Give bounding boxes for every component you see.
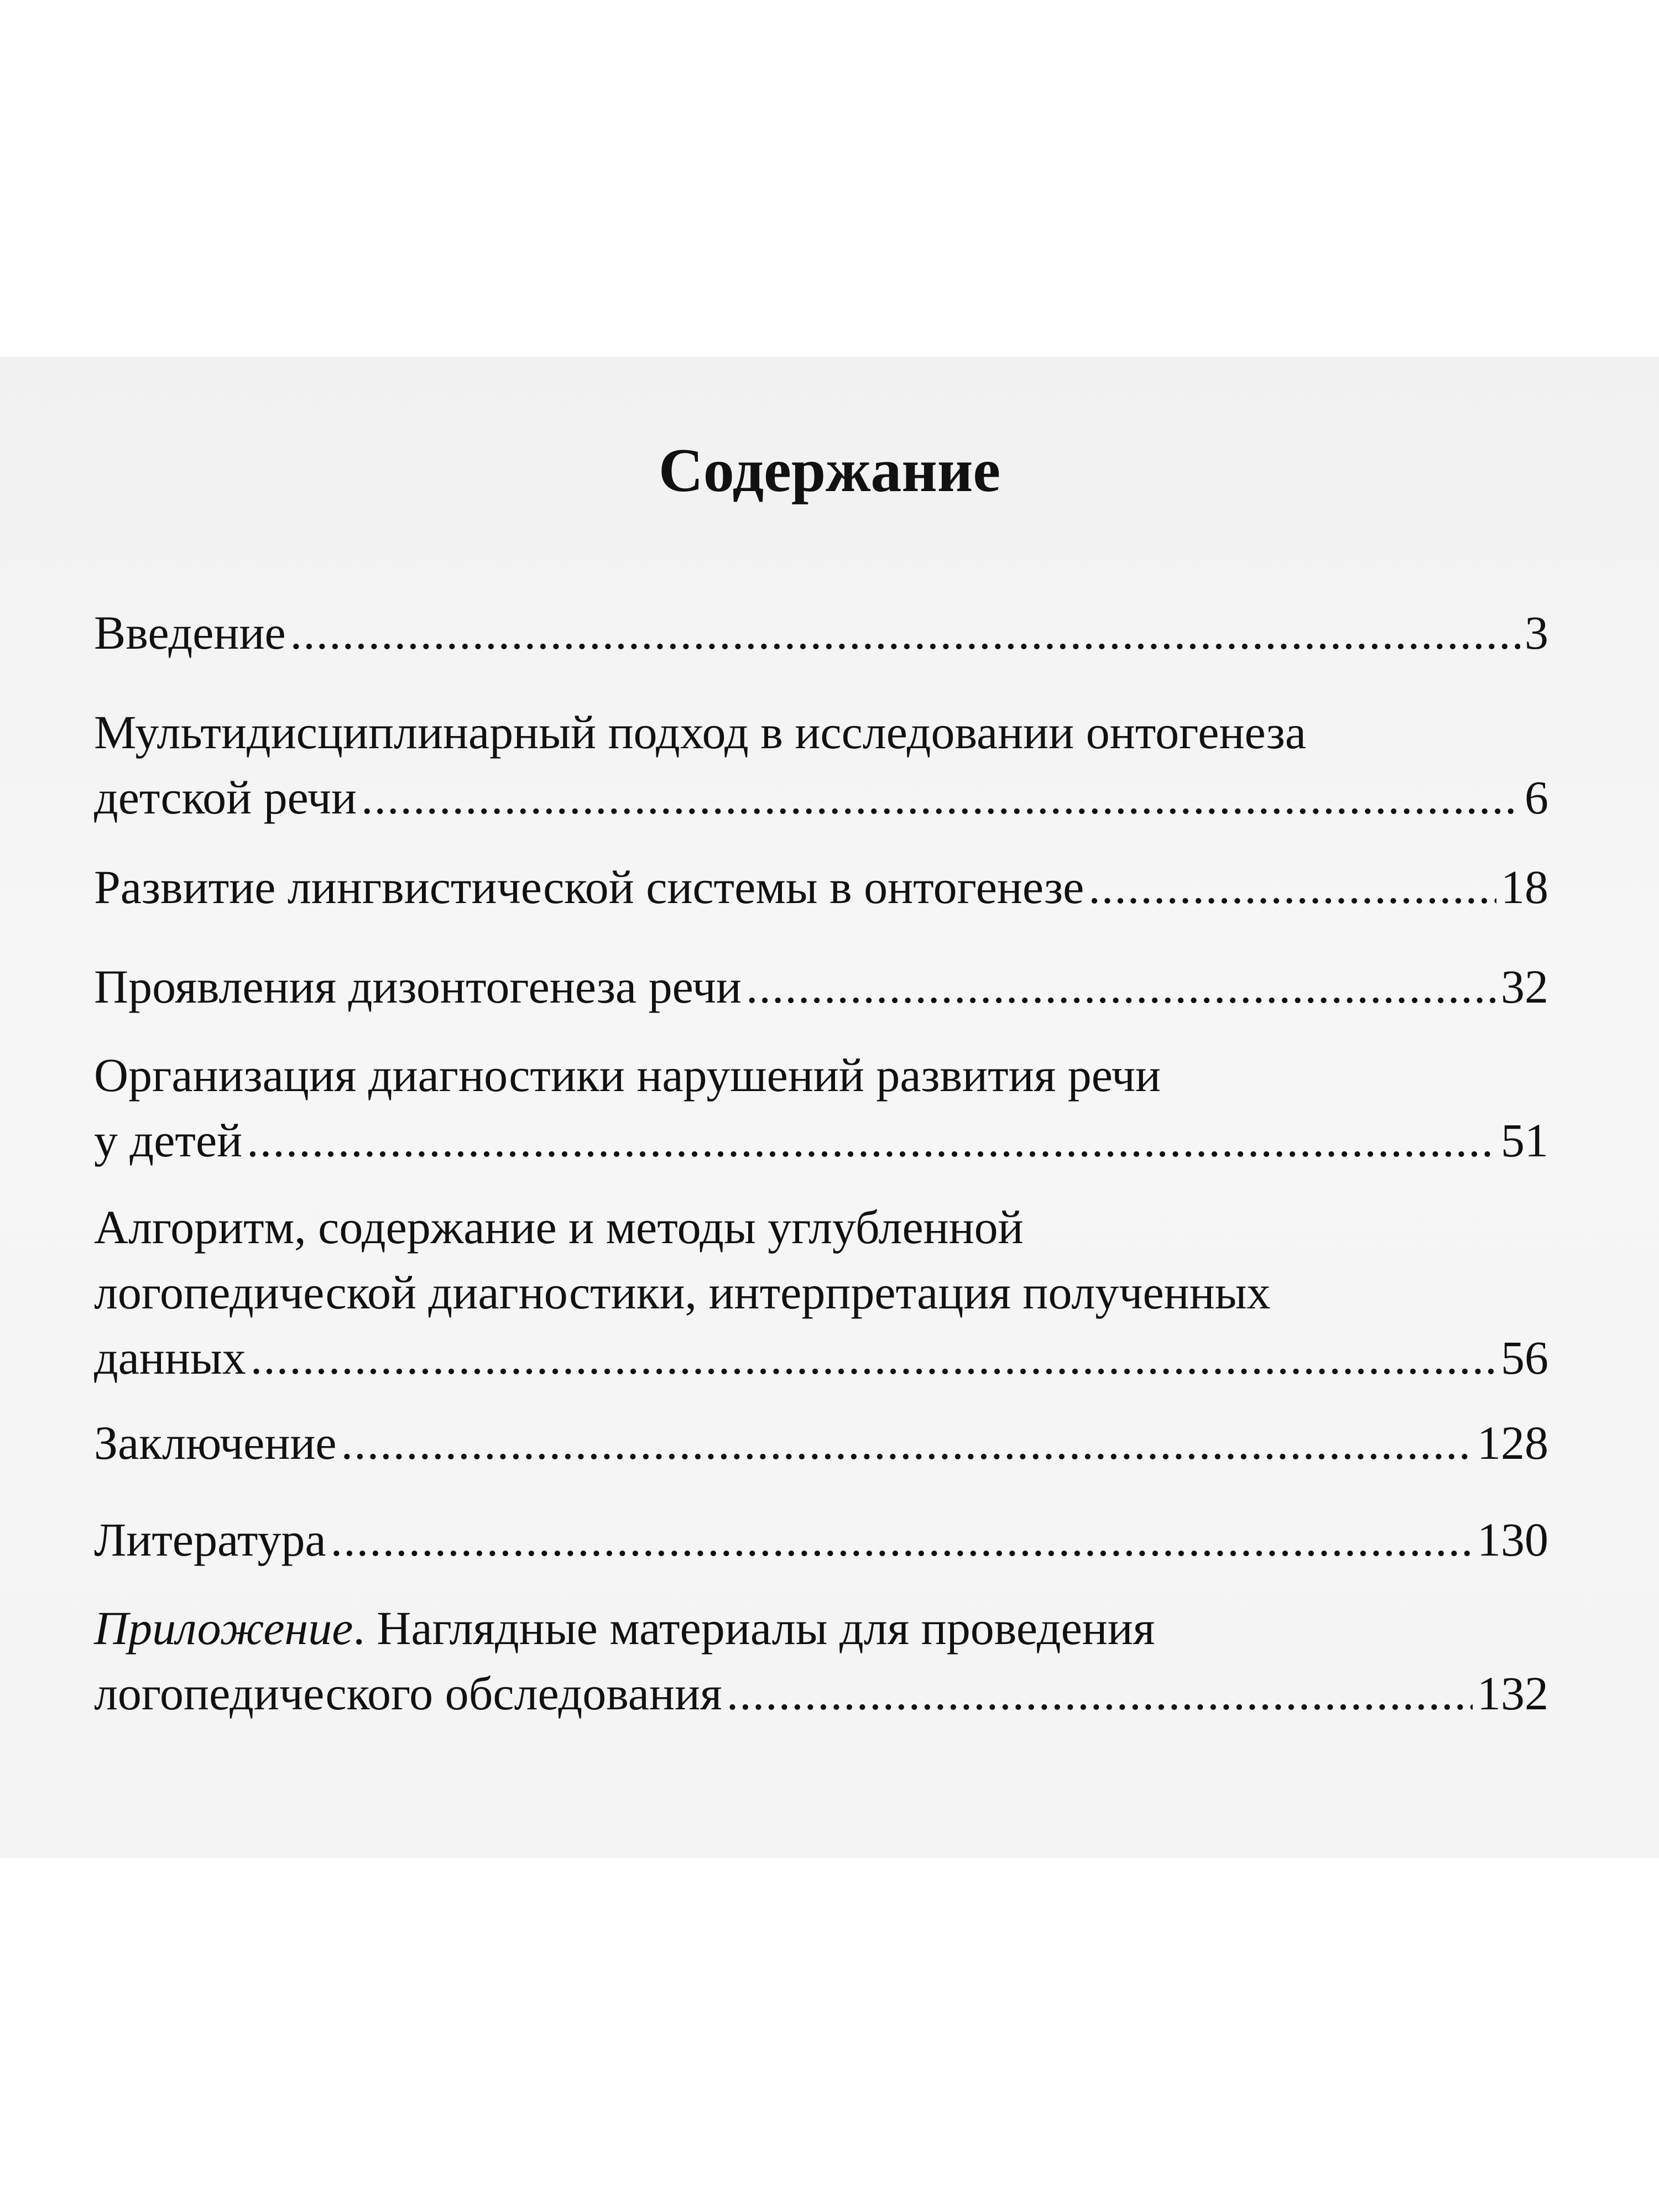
toc-page-number: 32 [1501,960,1548,1013]
toc-entry-title-line: логопедической диагностики, интерпретация полученных [94,1266,1271,1319]
dot-leader [247,1108,1496,1173]
book-page [0,357,1659,1858]
toc-entry-literature [94,1507,1548,1572]
toc-entry-title-line: Алгоритм, содержание и методы углубленной [94,1201,1024,1254]
dot-leader [251,1325,1496,1390]
dot-leader [341,1410,1473,1475]
toc-entry-title-line: Организация диагностики нарушений развития речи [94,1048,1161,1102]
toc-entry-dysontogenesis [94,954,1548,1019]
dot-leader [331,1507,1473,1572]
toc-page-number: 132 [1477,1667,1548,1720]
toc-page-number: 18 [1501,860,1548,914]
toc-page-number: 3 [1525,606,1548,659]
toc-page-number: 51 [1501,1114,1548,1167]
page-title: Содержание [658,436,1001,505]
dot-leader [361,765,1520,830]
toc-entry-title: данных [94,1331,246,1384]
toc-entry-title-line: Мультидисциплинарный подход в исследовании онтогенеза [94,706,1306,759]
toc-entry-appendix [94,1595,1548,1726]
toc-entry-title: логопедического обследования [94,1667,722,1720]
appendix-description: . Наглядные материалы для проведения [353,1601,1155,1655]
toc-entry-diagnostics-organization [94,1042,1548,1173]
appendix-label: Приложение [94,1601,353,1655]
toc-entry-multidisciplinary [94,700,1548,830]
toc-page-number: 130 [1477,1513,1548,1566]
toc-entry-title: Введение [94,606,286,659]
toc-entry-conclusion [94,1410,1548,1475]
toc-entry-title: Литература [94,1513,326,1566]
dot-leader [1088,854,1496,920]
toc-entry-algorithm [94,1194,1548,1390]
toc-page-number: 56 [1501,1331,1548,1384]
dot-leader [727,1661,1473,1726]
toc-entry-title: детской речи [94,771,357,824]
toc-entry-title: у детей [94,1114,243,1167]
toc-entry-title: Развитие лингвистической системы в онтогенезе [94,860,1084,914]
toc-entry-linguistic-system [94,854,1548,920]
toc-entry-introduction [94,600,1548,665]
toc-page-number: 128 [1477,1416,1548,1469]
toc-page-number: 6 [1525,771,1548,824]
toc-entry-title-line [94,1595,1548,1661]
toc-entry-title: Проявления дизонтогенеза речи [94,960,742,1013]
dot-leader [290,600,1520,665]
toc-entry-title: Заключение [94,1416,337,1469]
dot-leader [746,954,1496,1019]
